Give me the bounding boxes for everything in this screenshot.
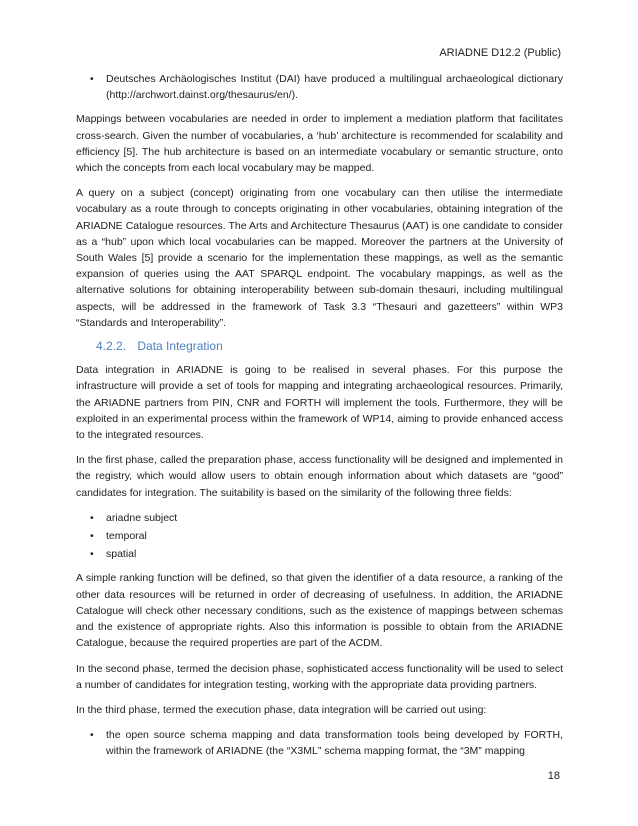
paragraph: In the third phase, termed the execution phase, data integration will be carried out using: bbox=[76, 703, 487, 716]
paragraph: Data integration in ARIADNE is going to be realised in several phases. For this purpose the infrastructure will provide a set of tools for mapping and integrating archaeological resources. Primarily, the ARIADNE partners from PIN, CNR and FORTH will implement the tools. Furthermore, they will be exploited in an experimental process within the framework of WP14, aiming to provide enhanced access to the integrated resources. bbox=[76, 364, 563, 442]
list-item bbox=[76, 528, 563, 544]
list-item bbox=[76, 546, 563, 562]
list-item bbox=[76, 727, 563, 759]
running-header: ARIADNE D12.2 (Public) bbox=[439, 47, 561, 59]
list-item-text: ariadne subject bbox=[106, 511, 178, 524]
paragraph: In the second phase, termed the decision phase, sophisticated access functionality will be used to select a number of candidates for integration testing, working with the appropriate data providing partners. bbox=[76, 662, 563, 691]
list-item-text: spatial bbox=[106, 548, 137, 561]
list-item-text: Deutsches Archäologisches Institut (DAI) have produced a multilingual archaeological dictionary (http://archwort.dainst.org/thesaurus/en/). bbox=[106, 73, 563, 102]
section-number: 4.2.2. bbox=[96, 339, 127, 354]
list-item bbox=[76, 510, 563, 526]
bullet-icon: • bbox=[90, 73, 94, 85]
bullet-icon: • bbox=[90, 511, 94, 524]
section-title: Data Integration bbox=[137, 339, 223, 354]
paragraph: A simple ranking function will be defined, so that given the identifier of a data resource, a ranking of the other data resources will be returned in order of decreasing of usefulness. In addition, the ARIADNE Catalogue will check other necessary conditions, such as the existence of mappings between schemas and the existence of appropriate rights. Also this information is possible to obtain from the ARIADNE Catalogue, because the required properties are part of the ACDM. bbox=[76, 572, 563, 650]
page-number: 18 bbox=[547, 770, 560, 782]
bullet-list-top bbox=[76, 71, 563, 103]
bullet-icon: • bbox=[90, 530, 94, 543]
bullet-icon: • bbox=[90, 729, 94, 742]
section-heading bbox=[96, 338, 563, 354]
list-item-text: the open source schema mapping and data transformation tools being developed by FORTH, within the framework of ARIADNE (the “X3ML” schema mapping format, the “3M” mapping bbox=[106, 729, 563, 758]
field-list bbox=[76, 510, 563, 563]
page-body bbox=[76, 71, 563, 768]
paragraph: In the first phase, called the preparation phase, access functionality will be designed and implemented in the registry, which would allow users to obtain enough information about which datasets are “good” candidates for integration. The suitability is based on the similarity of the following three fields: bbox=[76, 454, 563, 499]
bullet-list-bottom bbox=[76, 727, 563, 759]
paragraph: Mappings between vocabularies are needed in order to implement a mediation platform that facilitates cross-search. Given the number of vocabularies, a ‘hub’ architecture is recommended for scalability and efficiency [5]. The hub architecture is based on an intermediate vocabulary or semantic structure, onto which the concepts from each local vocabulary may be mapped. bbox=[76, 113, 563, 175]
list-item bbox=[76, 71, 563, 103]
paragraph: A query on a subject (concept) originating from one vocabulary can then utilise the intermediate vocabulary as a route through to concepts originating in other vocabularies, obtaining integration of the ARIADNE Catalogue resources. The Arts and Architecture Thesaurus (AAT) is one candidate to consider as a “hub” upon which local vocabularies can be mapped. Moreover the partners at the University of South Wales [5] provide a scenario for the implementation these mappings, as well as the semantic expansion of queries using the AAT SPARQL endpoint. The vocabulary mappings, as well as the alternative solutions for obtaining interoperability between sub-domain thesauri, including multilingual aspects, will be addressed in the framework of Task 3.3 “Thesauri and gazetteers” within WP3 “Standards and Interoperability”. bbox=[76, 187, 563, 329]
list-item-text: temporal bbox=[106, 530, 147, 543]
bullet-icon: • bbox=[90, 548, 94, 561]
